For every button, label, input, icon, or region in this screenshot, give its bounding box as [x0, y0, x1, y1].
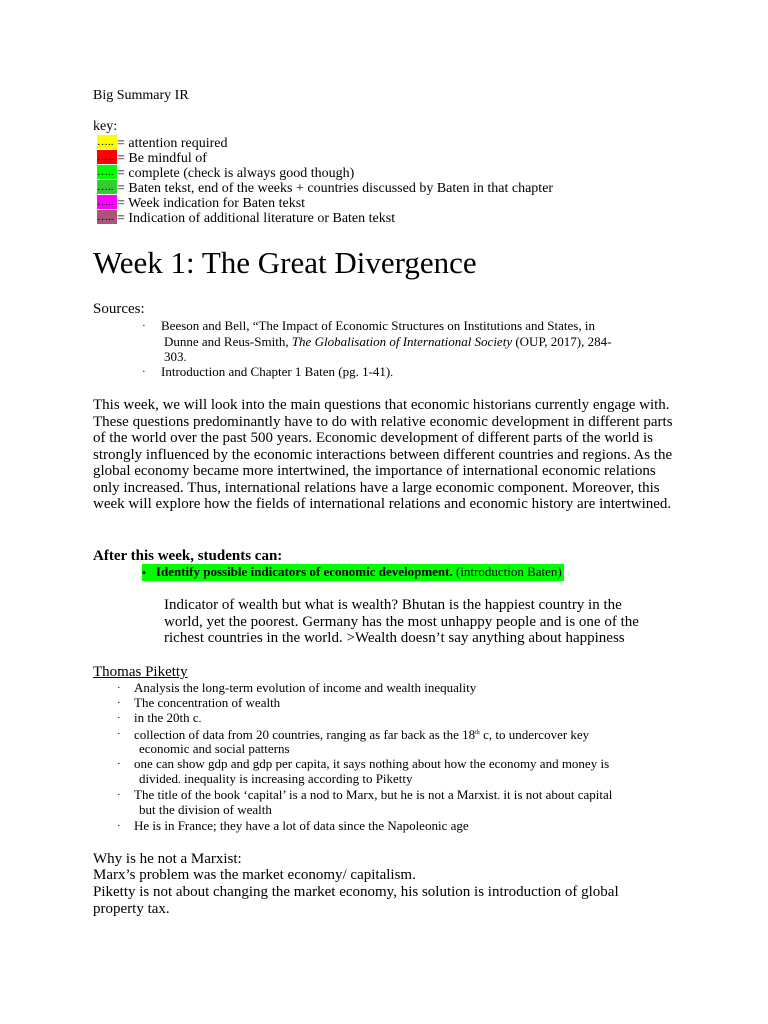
wealth-paragraph: Indicator of wealth but what is wealth? Bhutan is the happiest country in the world, yet the poorest. Germany has the most unhappy people and is one of the richest countries in the world. >Wealth doesn’t say anything about happiness: [164, 597, 639, 646]
source-line: Introduction and Chapter 1 Baten (pg. 1-41): [161, 364, 391, 379]
superscript: th: [475, 730, 480, 736]
bullet-text: in the 20th c: [134, 710, 199, 725]
bullet-marker: ·: [117, 820, 121, 832]
period: .: [497, 790, 501, 802]
period: .: [198, 713, 202, 725]
source-item-beeson-bell: [161, 318, 595, 333]
key-item-additional-literature: [97, 210, 395, 226]
piketty-bullet-7: He is in France; they have a lot of data since the Napoleonic age: [134, 818, 469, 833]
bullet-text: it is not about capital: [500, 787, 613, 802]
book-title: The Globalisation of International Society: [291, 334, 513, 349]
marxist-question: Why is he not a Marxist:: [93, 851, 242, 867]
period: .: [178, 774, 181, 786]
objective-item: [142, 564, 564, 581]
source-line: Beeson and Bell, “The Impact of Economic Structures on Institutions and States, in: [161, 318, 595, 333]
bullet-text: inequality is increasing according to Piketty: [180, 771, 413, 786]
key-item-text: = Week indication for Baten tekst: [117, 196, 306, 211]
bullet-marker: ·: [117, 682, 121, 694]
dark-green-swatch: …..: [97, 180, 117, 194]
marxist-line-2: Piketty is not about changing the market economy, his solution is introduction of global property tax.: [93, 884, 619, 917]
piketty-bullet-6-cont: but the division of wealth: [139, 802, 272, 817]
source-item-baten: [161, 364, 393, 381]
square-bullet-icon: ▪: [142, 567, 146, 579]
magenta-swatch: …..: [97, 195, 117, 209]
bullet-marker: ·: [117, 728, 121, 740]
key-label: key:: [93, 119, 118, 134]
piketty-bullet-1: Analysis the long-term evolution of income and wealth inequality: [134, 680, 477, 695]
bullet-marker: ·: [117, 789, 121, 801]
piketty-bullet-4-cont: economic and social patterns: [139, 741, 290, 756]
source-line: (OUP, 2017), 284-: [512, 334, 612, 349]
bullet-marker: ·: [117, 758, 121, 770]
bullet-marker: ·: [117, 697, 121, 709]
key-item-text: = complete (check is always good though): [117, 166, 355, 181]
source-line: Dunne and Reus-Smith,: [164, 334, 292, 349]
objective-text: Identify possible indicators of economic development.: [155, 564, 453, 579]
source-line: 303: [164, 349, 184, 364]
bullet-marker: ·: [117, 712, 121, 724]
key-item-text: = Baten tekst, end of the weeks + countries discussed by Baten in that chapter: [117, 181, 554, 196]
piketty-bullet-2: The concentration of wealth: [134, 695, 281, 710]
green-swatch: …..: [97, 165, 117, 179]
intro-paragraph: This week, we will look into the main questions that economic historians currently engage with. These questions predominantly have to do with relative economic development in different parts of the world over the past 500 years. Economic development of different parts of the world is strongly influenced by the economic interactions between different countries and regions. As the global economy became more intertwined, the importance of international economic relations only increased. Thus, international relations have a large economic component. Moreover, this week will explore how the fields of international relations and economic history are intertwined.: [93, 397, 673, 512]
key-item-baten-tekst: [97, 180, 553, 196]
red-swatch: …..: [97, 150, 117, 164]
bullet-text: collection of data from 20 countries, ranging as far back as the 18: [134, 727, 476, 742]
piketty-bullet-5: one can show gdp and gdp per capita, it says nothing about how the economy and money is: [134, 756, 610, 771]
sources-label: Sources:: [93, 301, 145, 317]
objective-note: (introduction Baten): [452, 564, 562, 579]
piketty-bullet-5-cont: [139, 771, 413, 788]
bullet-marker: ·: [142, 320, 146, 332]
bullet-marker: ·: [142, 366, 146, 378]
key-item-complete: [97, 165, 354, 181]
key-item-week-indication: [97, 195, 305, 211]
key-item-text: = attention required: [117, 136, 228, 151]
key-item-attention: [97, 135, 228, 151]
piketty-heading: Thomas Piketty: [93, 664, 188, 680]
mauve-swatch: …..: [97, 210, 117, 224]
bullet-text: c, to undercover key: [479, 727, 590, 742]
document-title: Big Summary IR: [93, 88, 189, 103]
bullet-text: The title of the book ‘capital’ is a nod to Marx, but he is not a Marxist: [134, 787, 498, 802]
key-item-text: = Be mindful of: [117, 151, 207, 166]
objectives-heading: After this week, students can:: [93, 548, 283, 564]
marxist-line-1: Marx’s problem was the market economy/ capitalism.: [93, 867, 416, 883]
source-item-beeson-bell-cont: [164, 334, 611, 349]
period: .: [183, 352, 187, 364]
yellow-swatch: …..: [97, 135, 117, 149]
week-heading: Week 1: The Great Divergence: [93, 245, 477, 280]
key-item-mindful: [97, 150, 207, 166]
piketty-bullet-3: [134, 710, 201, 727]
bullet-text: divided: [139, 771, 178, 786]
piketty-bullet-4: [134, 726, 589, 742]
period: .: [390, 367, 393, 379]
key-item-text: = Indication of additional literature or Baten tekst: [117, 211, 396, 226]
